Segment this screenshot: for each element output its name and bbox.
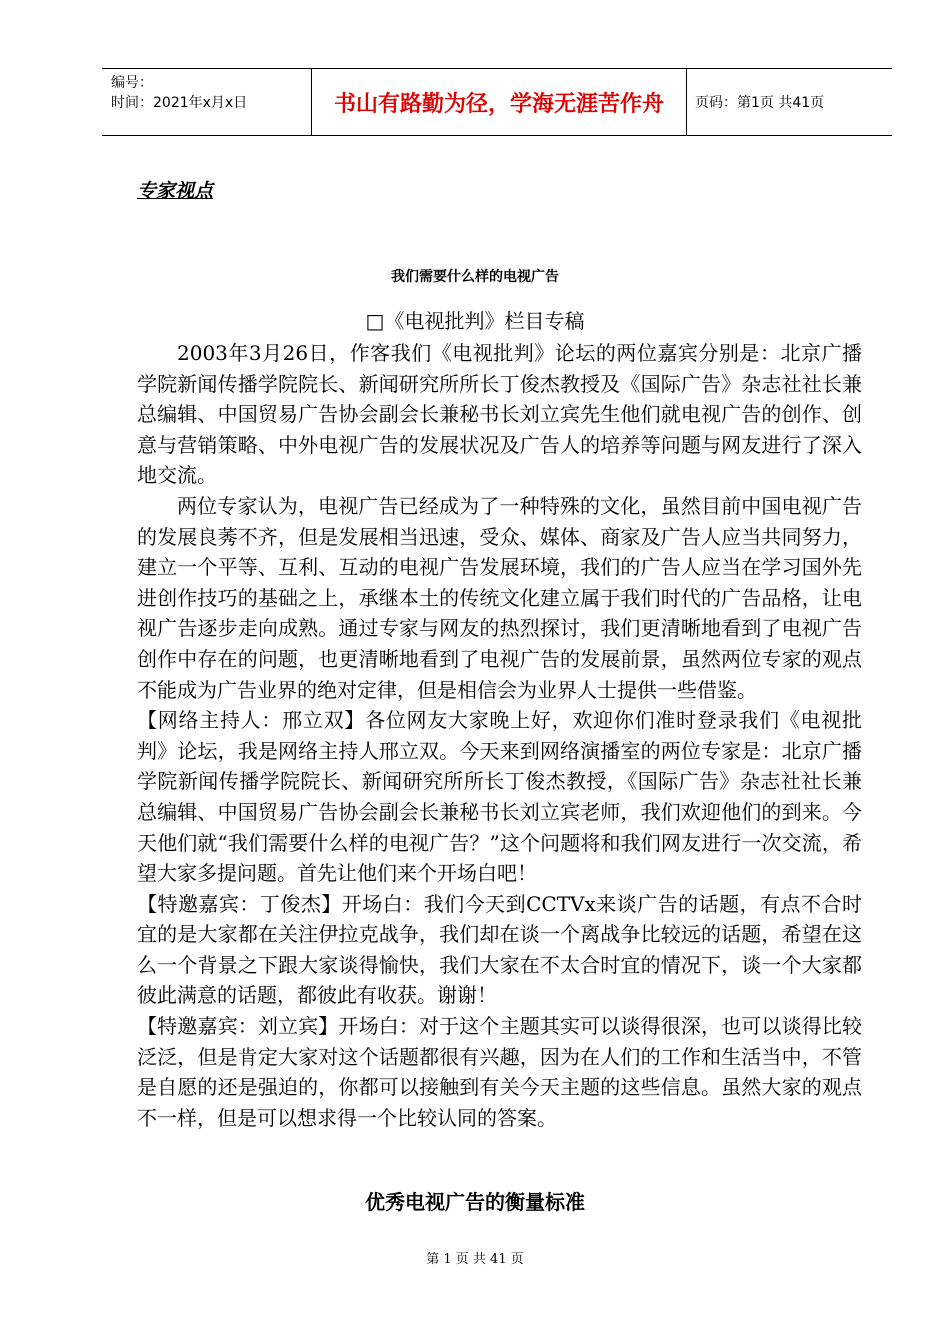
paragraph-host: 【网络主持人：邢立双】各位网友大家晚上好，欢迎你们准时登录我们《电视批判》论坛，我是网络主持人邢立双。今天来到网络演播室的两位专家是：北京广播学院新闻传播学院院长、新闻研究所所长丁俊杰教授，《国际广告》杂志社社长兼总编辑、中国贸易广告协会副会长兼秘书长刘立宾老师，我们欢迎他们的到来。今天他们就“我们需要什么样的电视广告？”这个问题将和我们网友进行一次交流，希望大家多提问题。首先让他们来个开场白吧！	[137, 708, 862, 886]
section-label: 专家视点	[137, 180, 214, 202]
paragraph-intro: 2003年3月26日，作客我们《电视批判》论坛的两位嘉宾分别是：北京广播学院新闻传播学院院长、新闻研究所所长丁俊杰教授及《国际广告》杂志社社长兼总编辑、中国贸易广告协会副会长兼秘书长刘立宾先生他们就电视广告的创作、创意与营销策略、中外电视广告的发展状况及广告人的培养等问题与网友进行了深入地交流。	[137, 341, 862, 488]
time-label: 时间：2021年x月x日	[111, 95, 248, 111]
article-body	[137, 338, 862, 1133]
header-page-label: 页码：第1页 共41页	[687, 69, 893, 136]
header-motto: 书山有路勤为径，学海无涯苦作舟	[312, 69, 687, 136]
document-header	[102, 68, 892, 136]
paragraph-guest-liu: 【特邀嘉宾：刘立宾】开场白：对于这个主题其实可以谈得很深，也可以谈得比较泛泛，但是肯定大家对这个话题都很有兴趣，因为在人们的工作和生活当中，不管是自愿的还是强迫的，你都可以接触到有关今天主题的这些信息。虽然大家的观点不一样，但是可以想求得一个比较认同的答案。	[137, 1014, 862, 1130]
article-subheading: 优秀电视广告的衡量标准	[365, 1190, 585, 1214]
number-label: 编号：	[111, 75, 153, 91]
header-meta-cell	[102, 69, 312, 136]
page-footer: 第 1 页 共 41 页	[426, 1252, 524, 1267]
article-title: 我们需要什么样的电视广告	[391, 269, 559, 285]
paragraph-summary: 两位专家认为，电视广告已经成为了一种特殊的文化，虽然目前中国电视广告的发展良莠不齐，但是发展相当迅速，受众、媒体、商家及广告人应当共同努力，建立一个平等、互利、互动的电视广告发展环境，我们的广告人应当在学习国外先进创作技巧的基础之上，承继本土的传统文化建立属于我们时代的广告品格，让电视广告逐步走向成熟。通过专家与网友的热烈探讨，我们更清晰地看到了电视广告创作中存在的问题，也更清晰地看到了电视广告的发展前景，虽然两位专家的观点不能成为广告业界的绝对定律，但是相信会为业界人士提供一些借鉴。	[137, 493, 862, 702]
paragraph-guest-ding: 【特邀嘉宾：丁俊杰】开场白：我们今天到CCTVx来谈广告的话题，有点不合时宜的是大家都在关注伊拉克战争，我们却在谈一个离战争比较远的话题，希望在这么一个背景之下跟大家谈得愉快，我们大家在不太合时宜的情况下，谈一个大家都彼此满意的话题，都彼此有收获。谢谢！	[137, 891, 862, 1008]
article-byline: □《电视批判》栏目专稿	[365, 309, 585, 333]
